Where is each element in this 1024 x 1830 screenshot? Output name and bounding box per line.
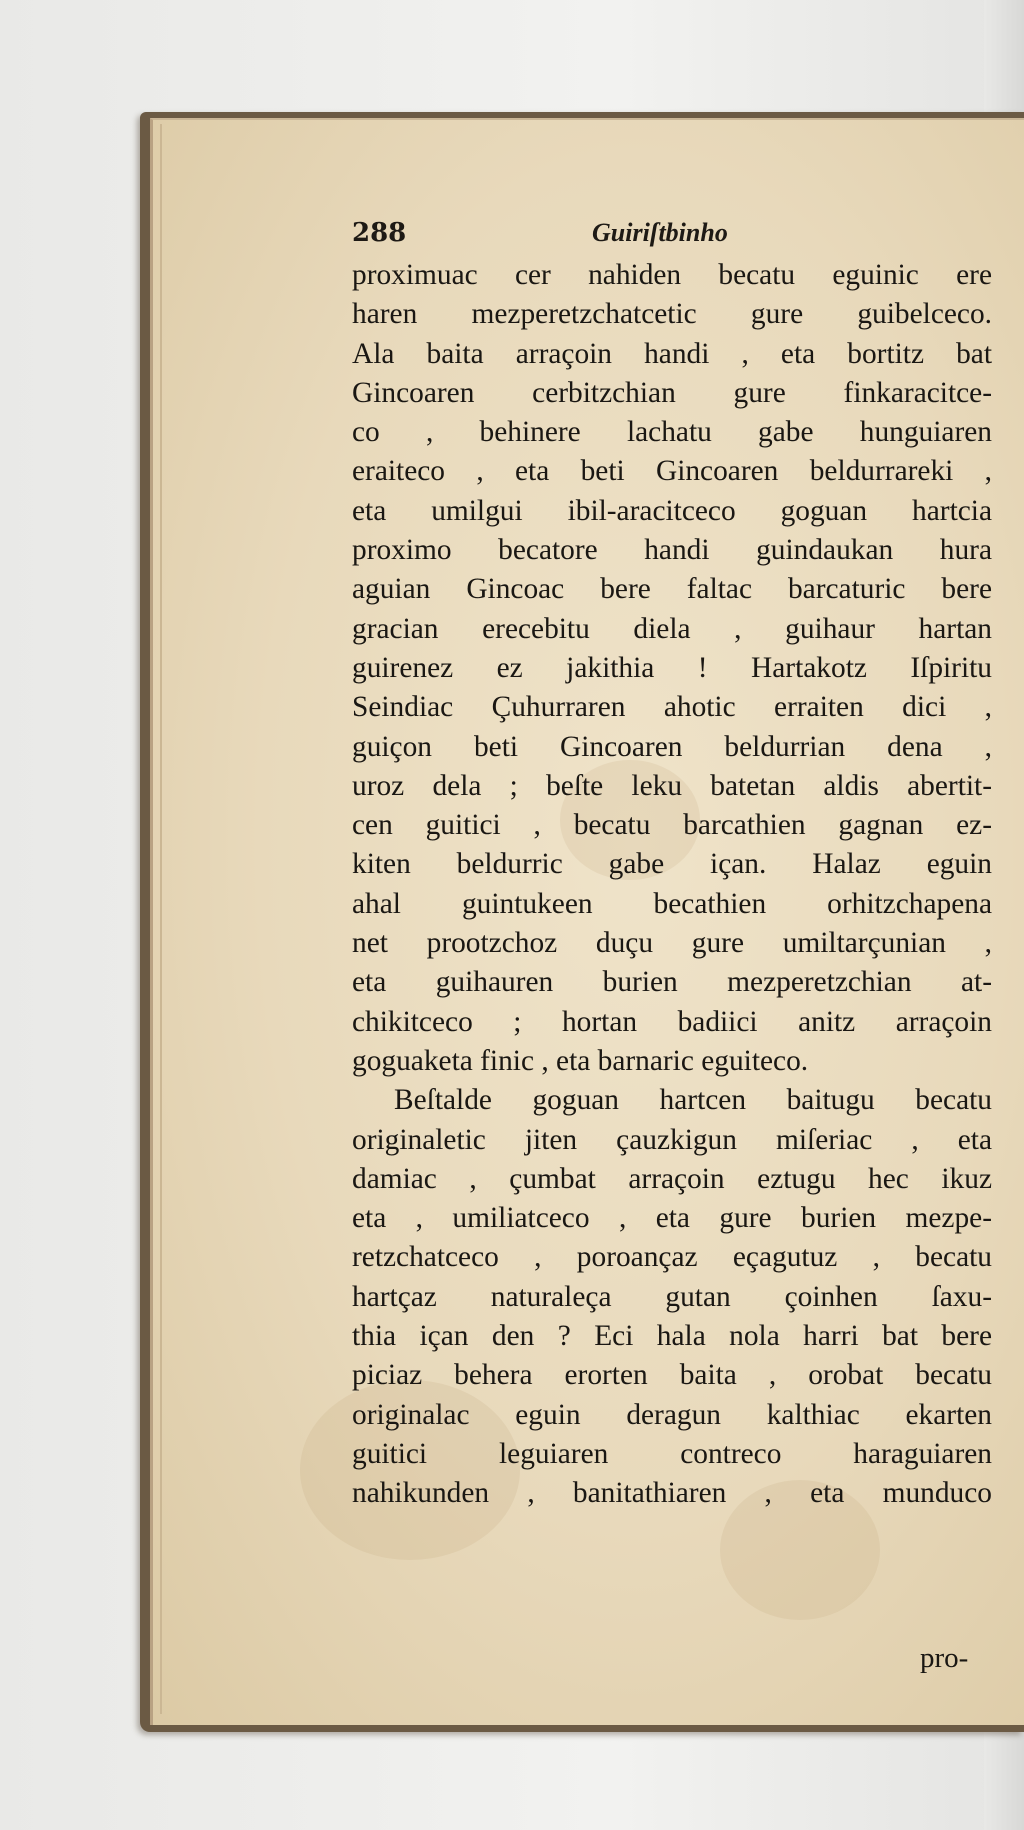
text-line: thia içan den ? Eci hala nola harri bat bere — [352, 1320, 992, 1353]
text-line: hartçaz naturaleça gutan çoinhen ſaxu- — [352, 1280, 992, 1313]
text-line: cen guitici , becatu barcathien gagnan ez- — [352, 809, 992, 842]
text-line: goguaketa finic , eta barnaric eguiteco. — [352, 1044, 809, 1077]
text-line-paragraph-start: Beſtalde goguan hartcen baitugu becatu — [394, 1084, 992, 1117]
text-line: guirenez ez jakithia ! Hartakotz Iſpiritu — [352, 651, 992, 684]
text-line: originalac eguin deragun kalthiac ekarten — [352, 1398, 992, 1431]
running-title: Guiriſtbinho — [592, 218, 728, 247]
page-number: 288 — [352, 218, 407, 248]
page-gutter-line — [160, 124, 162, 1714]
text-line: damiac , çumbat arraçoin eztugu hec ikuz — [352, 1162, 992, 1195]
text-line: eta guihauren burien mezperetzchian at- — [352, 966, 992, 999]
text-line: co , behinere lachatu gabe hunguiaren — [352, 416, 992, 449]
text-line: guitici leguiaren contreco haraguiaren — [352, 1437, 992, 1470]
text-line: eta umilgui ibil-aracitceco goguan hartcia — [352, 494, 992, 527]
text-line: uroz dela ; beſte leku batetan aldis abertit- — [352, 769, 992, 802]
text-line: gracian erecebitu diela , guihaur hartan — [352, 612, 992, 645]
text-line: originaletic jiten çauzkigun miſeriac , eta — [352, 1123, 992, 1156]
text-line: aguian Gincoac bere faltac barcaturic bere — [352, 573, 992, 606]
page-header — [352, 218, 1002, 258]
text-line: eraiteco , eta beti Gincoaren beldurrareki , — [352, 455, 992, 488]
text-line: guiçon beti Gincoaren beldurrian dena , — [352, 730, 992, 763]
text-line: Ala baita arraçoin handi , eta bortitz bat — [352, 337, 992, 370]
body-text — [352, 256, 992, 1514]
text-line: proximo becatore handi guindaukan hura — [352, 534, 992, 567]
text-line: nahikunden , banitathiaren , eta munduco — [352, 1477, 992, 1510]
text-line: retzchatceco , poroançaz eçagutuz , becatu — [352, 1241, 992, 1274]
text-line: chikitceco ; hortan badiici anitz arraçoin — [352, 1005, 992, 1038]
text-line: proximuac cer nahiden becatu eguinic ere — [352, 259, 992, 291]
catchword: pro- — [920, 1642, 969, 1674]
text-line: Gincoaren cerbitzchian gure finkaracitce- — [352, 376, 992, 409]
text-line: Seindiac Çuhurraren ahotic erraiten dici , — [352, 691, 992, 724]
text-line: piciaz behera erorten baita , orobat becatu — [352, 1359, 992, 1392]
text-line: eta , umiliatceco , eta gure burien mezpe- — [352, 1202, 992, 1235]
text-line: kiten beldurric gabe içan. Halaz eguin — [352, 848, 992, 881]
text-line: haren mezperetzchatcetic gure guibelceco. — [352, 298, 992, 331]
text-line: net prootzchoz duçu gure umiltarçunian , — [352, 927, 992, 960]
text-line: ahal guintukeen becathien orhitzchapena — [352, 887, 992, 920]
